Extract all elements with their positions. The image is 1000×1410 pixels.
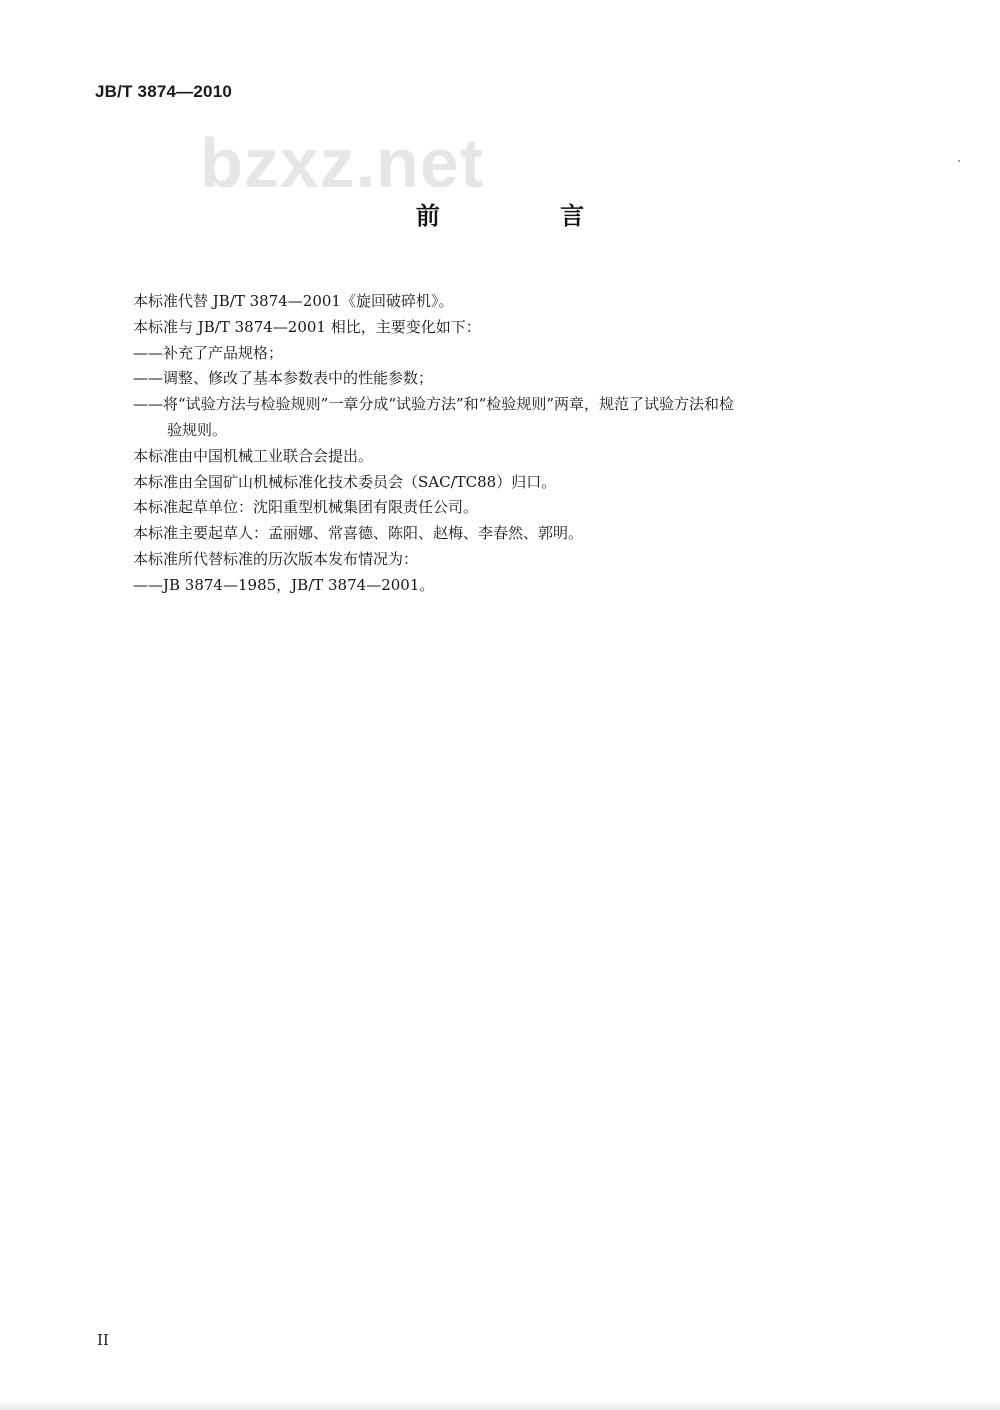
page-number: II (97, 1331, 109, 1349)
list-item: ——JB 3874—1985，JB/T 3874—2001。 (133, 575, 435, 594)
paragraph: 本标准起草单位：沈阳重型机械集团有限责任公司。 (133, 498, 479, 517)
paragraph: 本标准由中国机械工业联合会提出。 (133, 446, 374, 465)
paragraph: 本标准主要起草人：孟丽娜、常喜德、陈阳、赵梅、李春然、郭明。 (133, 524, 584, 543)
paragraph: 本标准代替 JB/T 3874—2001《旋回破碎机》。 (133, 292, 454, 310)
paragraph: 本标准与 JB/T 3874—2001 相比，主要变化如下： (133, 317, 481, 336)
list-item: ——调整、修改了基本参数表中的性能参数； (133, 369, 434, 388)
paragraph: 本标准所代替标准的历次版本发布情况为： (133, 549, 419, 568)
page-edge-shadow (0, 1400, 1000, 1410)
page-title: 前 言 (415, 202, 641, 230)
paragraph: 本标准由全国矿山机械标准化技术委员会（SAC/TC88）归口。 (133, 472, 557, 491)
scan-artifact (958, 160, 960, 162)
standard-number: JB/T 3874—2010 (95, 82, 232, 101)
list-item: ——补充了产品规格； (133, 343, 284, 362)
list-item-continuation: 验规则。 (167, 420, 228, 439)
list-item: ——将“试验方法与检验规则”一章分成“试验方法”和“检验规则”两章，规范了试验方法和检 (133, 395, 735, 414)
watermark: bzxz.net (200, 124, 485, 202)
foreword-body (133, 289, 913, 599)
